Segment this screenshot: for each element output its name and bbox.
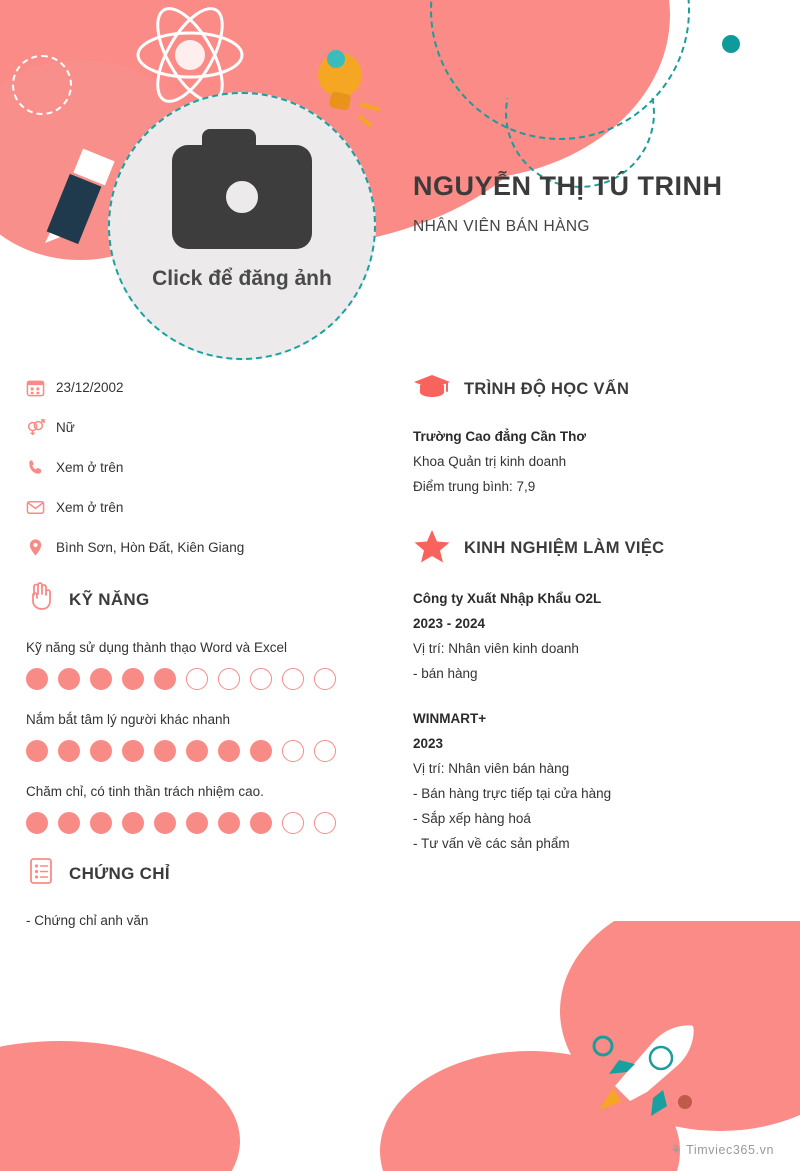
skill-dot[interactable]: [314, 740, 336, 762]
skill-dot[interactable]: [186, 668, 208, 690]
hand-icon: [26, 581, 56, 618]
experience-line: - Sắp xếp hàng hoá: [413, 811, 531, 826]
skill-dot[interactable]: [26, 812, 48, 834]
experience-period: 2023: [413, 736, 444, 751]
skill-dot[interactable]: [122, 740, 144, 762]
camera-icon: [172, 145, 312, 249]
skill-name: Kỹ năng sử dụng thành thạo Word và Excel: [26, 640, 287, 655]
calendar-icon: [26, 378, 56, 397]
skills-section-header: [26, 581, 366, 618]
star-icon: [413, 528, 451, 569]
skill-dot[interactable]: [58, 812, 80, 834]
skill-level-dots: [26, 740, 366, 762]
photo-upload-area[interactable]: [108, 92, 376, 360]
skill-dot[interactable]: [250, 812, 272, 834]
experience-entry: [413, 591, 773, 681]
skill-dot[interactable]: [218, 812, 240, 834]
skill-item: [26, 712, 366, 762]
contact-value: Xem ở trên: [56, 460, 124, 475]
contact-value: Nữ: [56, 420, 75, 435]
skill-dot[interactable]: [90, 812, 112, 834]
skill-dot[interactable]: [90, 668, 112, 690]
email-icon: [26, 498, 56, 517]
white-dashed-circle-icon: [12, 55, 72, 115]
skill-dot[interactable]: [154, 740, 176, 762]
skill-level-dots: [26, 668, 366, 690]
skill-item: [26, 640, 366, 690]
contact-value: Xem ở trên: [56, 500, 124, 515]
coral-blob-bottom-left: [0, 1041, 240, 1171]
skill-dot[interactable]: [122, 812, 144, 834]
contact-value: Bình Sơn, Hòn Đất, Kiên Giang: [56, 540, 245, 555]
experience-section-header: [413, 528, 773, 569]
certificate-item: - Chứng chỉ anh văn: [26, 913, 149, 928]
education-line: Khoa Quản trị kinh doanh: [413, 454, 567, 469]
skill-level-dots: [26, 812, 366, 834]
teal-dot-icon: [722, 35, 740, 53]
skill-dot[interactable]: [122, 668, 144, 690]
skill-name: Nắm bắt tâm lý người khác nhanh: [26, 712, 230, 727]
location-icon: [26, 538, 56, 557]
skill-dot[interactable]: [90, 740, 112, 762]
skill-dot[interactable]: [282, 668, 304, 690]
skill-dot[interactable]: [58, 740, 80, 762]
skill-dot[interactable]: [26, 740, 48, 762]
education-school: Trường Cao đẳng Cần Thơ: [413, 429, 586, 444]
left-column: [26, 378, 366, 928]
experience-company: WINMART+: [413, 711, 487, 726]
watermark-label: ⚘ Timviec365.vn: [670, 1143, 774, 1157]
experience-line: - Tư vấn về các sản phẩm: [413, 836, 570, 851]
skill-dot[interactable]: [250, 740, 272, 762]
skill-dot[interactable]: [250, 668, 272, 690]
skill-dot[interactable]: [282, 740, 304, 762]
skills-section-title: KỸ NĂNG: [69, 589, 150, 609]
experience-entry: [413, 711, 773, 851]
experience-line: Vị trí: Nhân viên kinh doanh: [413, 641, 579, 656]
camera-lens-icon: [215, 170, 269, 224]
skill-dot[interactable]: [218, 740, 240, 762]
contact-row-email: [26, 498, 366, 517]
graduation-cap-icon: [413, 372, 451, 407]
experience-section-title: KINH NGHIỆM LÀM VIỆC: [464, 539, 665, 557]
experience-period: 2023 - 2024: [413, 616, 486, 631]
skill-item: [26, 784, 366, 834]
contact-row-birthday: [26, 378, 366, 397]
experience-line: - bán hàng: [413, 666, 478, 681]
skill-dot[interactable]: [154, 668, 176, 690]
gender-icon: [26, 418, 56, 437]
education-line: Điểm trung bình: 7,9: [413, 479, 536, 494]
name-block: [413, 168, 753, 236]
certificates-section-title: CHỨNG CHỈ: [69, 863, 170, 883]
skill-dot[interactable]: [154, 812, 176, 834]
phone-icon: [26, 458, 56, 477]
education-entry: [413, 429, 773, 494]
right-column: [413, 372, 773, 877]
skill-dot[interactable]: [314, 812, 336, 834]
skill-dot[interactable]: [186, 812, 208, 834]
certificate-icon: [26, 856, 56, 891]
experience-company: Công ty Xuất Nhập Khẩu O2L: [413, 591, 602, 606]
candidate-job-title: NHÂN VIÊN BÁN HÀNG: [413, 218, 590, 236]
contact-row-address: [26, 538, 366, 557]
experience-line: - Bán hàng trực tiếp tại cửa hàng: [413, 786, 612, 801]
candidate-name: NGUYỄN THỊ TÚ TRINH: [413, 171, 723, 201]
contact-row-gender: [26, 418, 366, 437]
contact-value: 23/12/2002: [56, 380, 124, 395]
skill-dot[interactable]: [58, 668, 80, 690]
contact-row-phone: [26, 458, 366, 477]
skill-dot[interactable]: [186, 740, 208, 762]
experience-line: Vị trí: Nhân viên bán hàng: [413, 761, 570, 776]
skill-dot[interactable]: [218, 668, 240, 690]
education-section-header: [413, 372, 773, 407]
skill-dot[interactable]: [26, 668, 48, 690]
skill-dot[interactable]: [314, 668, 336, 690]
certificates-section-header: [26, 856, 366, 891]
education-section-title: TRÌNH ĐỘ HỌC VẤN: [464, 380, 630, 398]
footer-decoration: [0, 921, 800, 1171]
photo-placeholder-label: Click để đăng ảnh: [152, 267, 332, 290]
rocket-icon: [575, 1006, 705, 1126]
skill-dot[interactable]: [282, 812, 304, 834]
skill-name: Chăm chỉ, có tinh thần trách nhiệm cao.: [26, 784, 264, 799]
